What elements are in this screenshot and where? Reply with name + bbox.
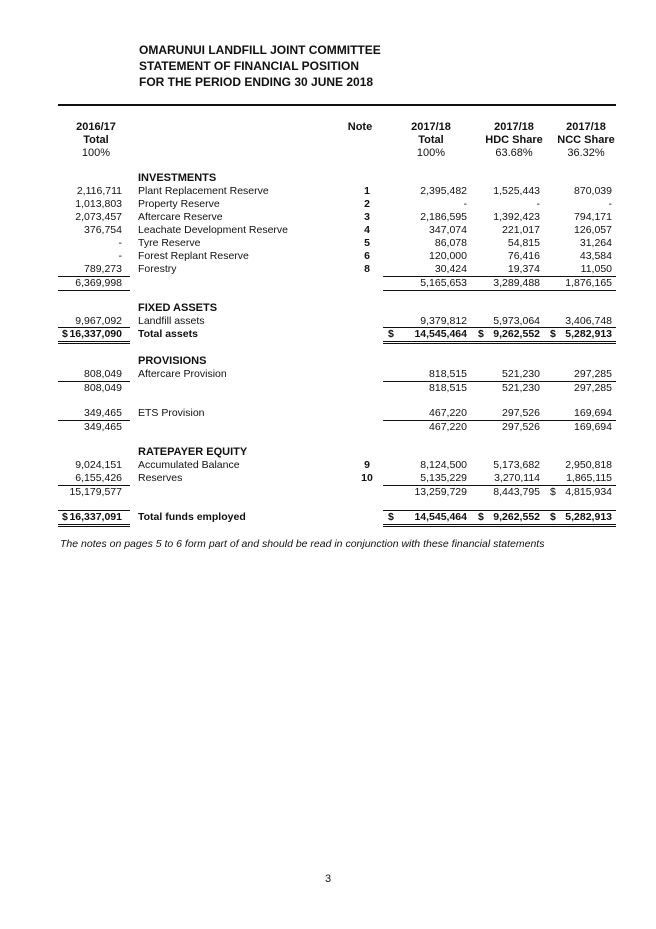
row-label: Tyre Reserve — [138, 237, 201, 249]
col-prior-year: 2016/17 — [76, 121, 116, 133]
double-underline-current — [383, 524, 616, 525]
subtotal-row-ets — [0, 421, 656, 434]
ncc-value: 2,950,818 — [565, 459, 612, 471]
double-underline-current — [383, 341, 616, 342]
col-hdc-label: HDC Share — [485, 134, 543, 146]
footnote: The notes on pages 5 to 6 form part of and should be read in conjunction with these financial statements — [60, 538, 545, 550]
title-line-3: FOR THE PERIOD ENDING 30 JUNE 2018 — [139, 75, 374, 89]
prior-value: 2,073,457 — [75, 211, 122, 223]
row-label: Aftercare Reserve — [138, 211, 223, 223]
prior-value: 6,155,426 — [75, 472, 122, 484]
note-ref: 6 — [364, 250, 370, 262]
hdc-value: - — [536, 198, 540, 210]
row-label: Accumulated Balance — [138, 459, 240, 471]
hdc-value: 1,525,443 — [493, 185, 540, 197]
ncc-subtotal: 169,694 — [574, 421, 612, 433]
col-prior-label: Total — [83, 134, 109, 146]
ncc-value: - — [608, 198, 612, 210]
double-underline-prior — [58, 341, 130, 342]
table-row — [0, 472, 656, 485]
total-value: 5,135,229 — [420, 472, 467, 484]
ncc-value: 11,050 — [580, 263, 612, 275]
total-assets-row — [0, 328, 656, 341]
table-row — [0, 263, 656, 276]
note-ref: 10 — [361, 472, 373, 484]
ncc-value: 3,406,748 — [565, 315, 612, 327]
hdc-value: 54,815 — [507, 237, 540, 249]
row-label: Aftercare Provision — [138, 368, 227, 380]
prior-subtotal: 15,179,577 — [69, 486, 122, 498]
col-note-label: Note — [347, 121, 373, 133]
row-label: Leachate Development Reserve — [138, 224, 289, 236]
ncc-subtotal: 4,815,934 — [565, 486, 612, 498]
col-ncc-header — [548, 121, 624, 160]
subtotal-row-equity — [0, 486, 656, 499]
ncc-subtotal: 1,876,165 — [565, 277, 612, 289]
note-ref: 9 — [364, 459, 370, 471]
currency-sign: $ — [62, 328, 68, 340]
prior-value: 789,273 — [84, 263, 122, 275]
prior-value: 9,024,151 — [75, 459, 122, 471]
note-ref: 4 — [364, 224, 370, 236]
currency-sign: $ — [388, 511, 394, 523]
hdc-subtotal: 521,230 — [502, 382, 540, 394]
col-prior-header — [66, 121, 126, 160]
row-label: Landfill assets — [138, 315, 205, 327]
prior-value: 9,967,092 — [75, 315, 122, 327]
ncc-value: 43,584 — [579, 250, 612, 262]
hdc-value: 3,270,114 — [494, 472, 540, 484]
table-row — [0, 407, 656, 420]
currency-sign: $ — [550, 486, 556, 498]
prior-subtotal: 349,465 — [84, 421, 122, 433]
prior-value: 1,013,803 — [75, 198, 122, 210]
header-rule — [58, 104, 616, 106]
ncc-value: 870,039 — [574, 185, 612, 197]
ncc-value: 297,285 — [574, 368, 612, 380]
col-note-header — [340, 121, 380, 134]
double-underline-current-2 — [383, 526, 616, 527]
hdc-subtotal: 297,526 — [502, 421, 540, 433]
total-total-assets: 14,545,464 — [414, 328, 467, 340]
table-row — [0, 250, 656, 263]
subtotal-row-investments — [0, 277, 656, 290]
total-value: 467,220 — [429, 407, 467, 419]
col-ncc-pct: 36.32% — [567, 147, 605, 159]
currency-sign: $ — [478, 511, 484, 523]
total-value: 120,000 — [429, 250, 467, 262]
section-investments: INVESTMENTS — [138, 172, 217, 184]
total-value: 9,379,812 — [420, 315, 467, 327]
total-value: 818,515 — [429, 368, 467, 380]
row-label: ETS Provision — [138, 407, 205, 419]
prior-subtotal: 6,369,998 — [75, 277, 122, 289]
col-total-pct: 100% — [416, 147, 446, 159]
total-subtotal: 13,259,729 — [414, 486, 467, 498]
total-value: 347,074 — [429, 224, 467, 236]
hdc-value: 5,973,064 — [493, 315, 540, 327]
row-label: Property Reserve — [138, 198, 220, 210]
prior-value: 2,116,711 — [76, 185, 122, 197]
row-label: Forestry — [138, 263, 177, 275]
prior-total-assets: 16,337,090 — [69, 328, 122, 340]
col-hdc-header — [476, 121, 552, 160]
hdc-value: 1,392,423 — [493, 211, 540, 223]
row-label: Reserves — [138, 472, 183, 484]
hdc-subtotal: 8,443,795 — [493, 486, 540, 498]
hdc-value: 5,173,682 — [493, 459, 540, 471]
ncc-value: 31,264 — [579, 237, 612, 249]
hdc-subtotal: 3,289,488 — [493, 277, 540, 289]
col-ncc-label: NCC Share — [557, 134, 615, 146]
row-label: Forest Replant Reserve — [138, 250, 249, 262]
ncc-total-funds: 5,282,913 — [565, 511, 612, 523]
subtotal-underline-current — [383, 290, 616, 291]
prior-value: 808,049 — [84, 368, 122, 380]
table-row — [0, 459, 656, 472]
subtotal-row-aftercare — [0, 382, 656, 395]
prior-total-funds: 16,337,091 — [69, 511, 122, 523]
hdc-value: 76,416 — [507, 250, 540, 262]
total-value: 2,186,595 — [420, 211, 467, 223]
total-subtotal: 5,165,653 — [420, 277, 467, 289]
ncc-value: 126,057 — [574, 224, 612, 236]
prior-value: 376,754 — [84, 224, 122, 236]
col-total-label: Total — [418, 134, 444, 146]
total-value: - — [463, 198, 467, 210]
total-value: 2,395,482 — [420, 185, 467, 197]
prior-value: - — [118, 237, 122, 249]
double-underline-current-2 — [383, 343, 616, 344]
currency-sign: $ — [550, 511, 556, 523]
subtotal-underline-prior — [58, 290, 130, 291]
double-underline-prior-2 — [58, 526, 130, 527]
row-label: Total assets — [138, 328, 198, 340]
prior-subtotal: 808,049 — [84, 382, 122, 394]
section-ratepayer-equity: RATEPAYER EQUITY — [138, 446, 248, 458]
section-provisions: PROVISIONS — [138, 355, 207, 367]
hdc-value: 19,374 — [507, 263, 540, 275]
note-ref: 3 — [364, 211, 370, 223]
ncc-total-assets: 5,282,913 — [565, 328, 612, 340]
table-row — [0, 368, 656, 381]
ncc-value: 1,865,115 — [566, 472, 612, 484]
total-funds-row — [0, 511, 656, 524]
row-label: Plant Replacement Reserve — [138, 185, 269, 197]
hdc-value: 297,526 — [502, 407, 540, 419]
table-row — [0, 198, 656, 211]
total-value: 8,124,500 — [420, 459, 467, 471]
hdc-value: 221,017 — [502, 224, 540, 236]
total-subtotal: 467,220 — [429, 421, 467, 433]
table-row — [0, 237, 656, 250]
col-hdc-pct: 63.68% — [495, 147, 533, 159]
table-row — [0, 211, 656, 224]
section-fixed-assets: FIXED ASSETS — [138, 302, 218, 314]
col-total-header — [396, 121, 466, 160]
currency-sign: $ — [388, 328, 394, 340]
prior-value: - — [118, 250, 122, 262]
col-hdc-year: 2017/18 — [494, 121, 534, 133]
page-number: 3 — [324, 873, 332, 885]
total-subtotal: 818,515 — [429, 382, 467, 394]
note-ref: 8 — [364, 263, 370, 275]
hdc-total-assets: 9,262,552 — [493, 328, 540, 340]
note-ref: 5 — [364, 237, 370, 249]
currency-sign: $ — [478, 328, 484, 340]
currency-sign: $ — [550, 328, 556, 340]
note-ref: 2 — [364, 198, 370, 210]
col-prior-pct: 100% — [81, 147, 111, 159]
ncc-value: 794,171 — [574, 211, 612, 223]
hdc-total-funds: 9,262,552 — [493, 511, 540, 523]
row-label: Total funds employed — [138, 511, 246, 523]
ncc-value: 169,694 — [574, 407, 612, 419]
table-row — [0, 185, 656, 198]
col-ncc-year: 2017/18 — [566, 121, 606, 133]
currency-sign: $ — [62, 511, 68, 523]
prior-value: 349,465 — [84, 407, 122, 419]
total-value: 86,078 — [434, 237, 467, 249]
hdc-value: 521,230 — [502, 368, 540, 380]
double-underline-prior — [58, 524, 130, 525]
total-total-funds: 14,545,464 — [414, 511, 467, 523]
col-total-year: 2017/18 — [411, 121, 451, 133]
table-row — [0, 224, 656, 237]
title-line-1: OMARUNUI LANDFILL JOINT COMMITTEE — [139, 43, 381, 57]
total-value: 30,424 — [434, 263, 467, 275]
title-line-2: STATEMENT OF FINANCIAL POSITION — [139, 59, 359, 73]
ncc-subtotal: 297,285 — [574, 382, 612, 394]
note-ref: 1 — [364, 185, 370, 197]
double-underline-prior-2 — [58, 343, 130, 344]
